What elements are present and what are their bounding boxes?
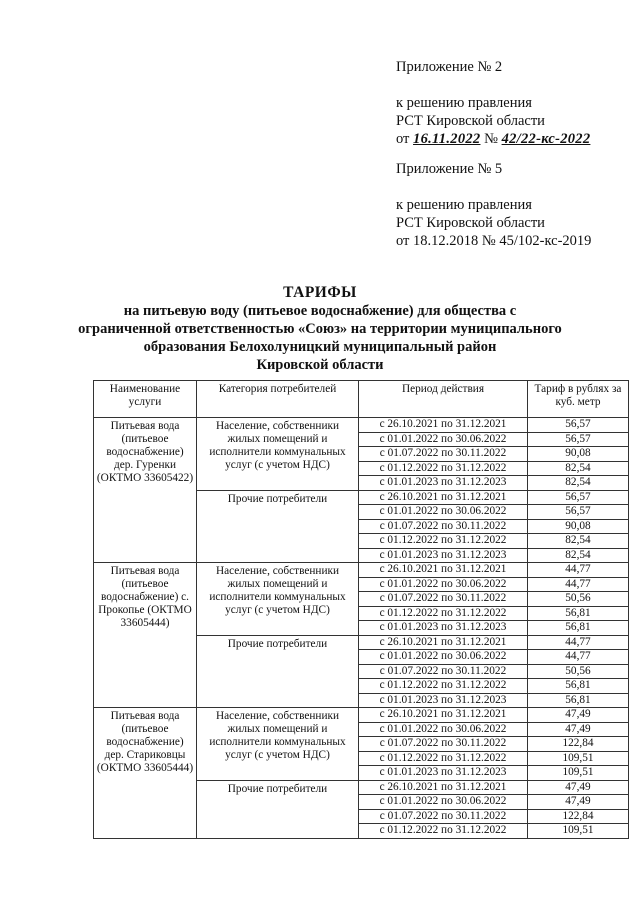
heading-line3: образования Белохолуницкий муниципальный район <box>143 339 497 355</box>
period-cell: с 01.01.2022 по 30.06.2022 <box>359 650 528 665</box>
heading-line1: на питьевую воду (питьевое водоснабжение) для общества с <box>123 303 517 319</box>
appendix-2-block <box>396 58 590 148</box>
tariff-cell: 109,51 <box>528 766 629 781</box>
table-header-row <box>94 381 629 418</box>
tariff-cell: 47,49 <box>528 722 629 737</box>
service-name-cell: Питьевая вода (питьевое водоснабжение) с. Прокопье (ОКТМО 33605444) <box>94 563 197 708</box>
period-cell: с 01.01.2023 по 31.12.2023 <box>359 621 528 636</box>
consumer-category-cell: Прочие потребители <box>197 780 359 838</box>
tariff-cell: 82,54 <box>528 534 629 549</box>
tariff-cell: 82,54 <box>528 461 629 476</box>
period-cell: с 26.10.2021 по 31.12.2021 <box>359 490 528 505</box>
period-cell: с 01.01.2023 по 31.12.2023 <box>359 476 528 491</box>
header-period: Период действия <box>359 381 528 418</box>
period-cell: с 01.01.2022 по 30.06.2022 <box>359 432 528 447</box>
period-cell: с 01.01.2023 по 31.12.2023 <box>359 548 528 563</box>
tariff-cell: 50,56 <box>528 664 629 679</box>
appendix-5-block <box>396 160 591 250</box>
consumer-category-cell: Прочие потребители <box>197 635 359 708</box>
tariff-cell: 56,81 <box>528 606 629 621</box>
period-cell: с 01.07.2022 по 30.11.2022 <box>359 447 528 462</box>
consumer-category-cell: Население, собственники жилых помещений и исполнители коммунальных услуг (с учетом НДС) <box>197 708 359 781</box>
period-cell: с 01.01.2023 по 31.12.2023 <box>359 693 528 708</box>
tariff-cell: 56,57 <box>528 432 629 447</box>
heading-line4: Кировской области <box>256 357 384 373</box>
period-cell: с 01.01.2022 по 30.06.2022 <box>359 577 528 592</box>
handwritten-date: 16.11.2022 <box>413 131 481 147</box>
tariff-cell: 56,81 <box>528 621 629 636</box>
period-cell: с 01.12.2022 по 31.12.2022 <box>359 461 528 476</box>
appendix-5-line3: от 18.12.2018 № 45/102-кс-2019 <box>396 233 592 249</box>
period-cell: с 01.12.2022 по 31.12.2022 <box>359 606 528 621</box>
appendix-2-title: Приложение № 2 <box>396 59 503 75</box>
tariff-cell: 50,56 <box>528 592 629 607</box>
tariff-cell: 44,77 <box>528 650 629 665</box>
period-cell: с 26.10.2021 по 31.12.2021 <box>359 418 528 433</box>
period-cell: с 01.01.2022 по 30.06.2022 <box>359 722 528 737</box>
tariff-cell: 47,49 <box>528 780 629 795</box>
document-heading <box>78 284 562 374</box>
appendix-5-title: Приложение № 5 <box>396 161 503 177</box>
tariff-cell: 122,84 <box>528 737 629 752</box>
tariff-cell: 109,51 <box>528 824 629 839</box>
tariff-cell: 56,81 <box>528 679 629 694</box>
handwritten-number: 42/22-кс-2022 <box>501 131 591 147</box>
tariff-cell: 82,54 <box>528 548 629 563</box>
tariff-cell: 90,08 <box>528 447 629 462</box>
appendix-5-line2: РСТ Кировской области <box>396 215 545 231</box>
table-row <box>94 418 629 433</box>
period-cell: с 01.07.2022 по 30.11.2022 <box>359 737 528 752</box>
appendix-2-date-line <box>396 130 590 148</box>
period-cell: с 01.12.2022 по 31.12.2022 <box>359 679 528 694</box>
tariff-cell: 56,57 <box>528 505 629 520</box>
tariff-cell: 56,81 <box>528 693 629 708</box>
consumer-category-cell: Население, собственники жилых помещений и исполнители коммунальных услуг (с учетом НДС) <box>197 563 359 636</box>
period-cell: с 01.01.2022 по 30.06.2022 <box>359 505 528 520</box>
appendix-5-line1: к решению правления <box>396 197 532 213</box>
date-prefix: от <box>396 131 410 147</box>
tariff-cell: 90,08 <box>528 519 629 534</box>
period-cell: с 01.12.2022 по 31.12.2022 <box>359 534 528 549</box>
tariff-cell: 82,54 <box>528 476 629 491</box>
appendix-2-line1: к решению правления <box>396 95 532 111</box>
tariff-cell: 56,57 <box>528 490 629 505</box>
tariff-cell: 47,49 <box>528 708 629 723</box>
tariff-cell: 56,57 <box>528 418 629 433</box>
header-category: Категория потребителей <box>197 381 359 418</box>
period-cell: с 01.12.2022 по 31.12.2022 <box>359 824 528 839</box>
period-cell: с 01.12.2022 по 31.12.2022 <box>359 751 528 766</box>
tariffs-table <box>93 380 629 839</box>
tariff-cell: 47,49 <box>528 795 629 810</box>
period-cell: с 01.07.2022 по 30.11.2022 <box>359 592 528 607</box>
consumer-category-cell: Прочие потребители <box>197 490 359 563</box>
period-cell: с 01.01.2023 по 31.12.2023 <box>359 766 528 781</box>
service-name-cell: Питьевая вода (питьевое водоснабжение) дер. Стариковцы (ОКТМО 33605444) <box>94 708 197 839</box>
tariff-cell: 44,77 <box>528 563 629 578</box>
header-service: Наименование услуги <box>94 381 197 418</box>
period-cell: с 26.10.2021 по 31.12.2021 <box>359 635 528 650</box>
table-row <box>94 563 629 578</box>
heading-line2: ограниченной ответственностью «Союз» на территории муниципального <box>78 321 562 337</box>
tariff-cell: 44,77 <box>528 577 629 592</box>
header-tariff: Тариф в рублях за куб. метр <box>528 381 629 418</box>
period-cell: с 01.07.2022 по 30.11.2022 <box>359 809 528 824</box>
period-cell: с 01.01.2022 по 30.06.2022 <box>359 795 528 810</box>
tariff-cell: 122,84 <box>528 809 629 824</box>
table-row <box>94 708 629 723</box>
tariff-cell: 44,77 <box>528 635 629 650</box>
number-prefix: № <box>484 131 498 147</box>
consumer-category-cell: Население, собственники жилых помещений и исполнители коммунальных услуг (с учетом НДС) <box>197 418 359 491</box>
tariff-cell: 109,51 <box>528 751 629 766</box>
table-body <box>94 418 629 839</box>
period-cell: с 26.10.2021 по 31.12.2021 <box>359 780 528 795</box>
period-cell: с 01.07.2022 по 30.11.2022 <box>359 519 528 534</box>
period-cell: с 26.10.2021 по 31.12.2021 <box>359 563 528 578</box>
heading-main: ТАРИФЫ <box>283 284 357 301</box>
period-cell: с 01.07.2022 по 30.11.2022 <box>359 664 528 679</box>
period-cell: с 26.10.2021 по 31.12.2021 <box>359 708 528 723</box>
appendix-2-line2: РСТ Кировской области <box>396 113 545 129</box>
service-name-cell: Питьевая вода (питьевое водоснабжение) дер. Гуренки (ОКТМО 33605422) <box>94 418 197 563</box>
